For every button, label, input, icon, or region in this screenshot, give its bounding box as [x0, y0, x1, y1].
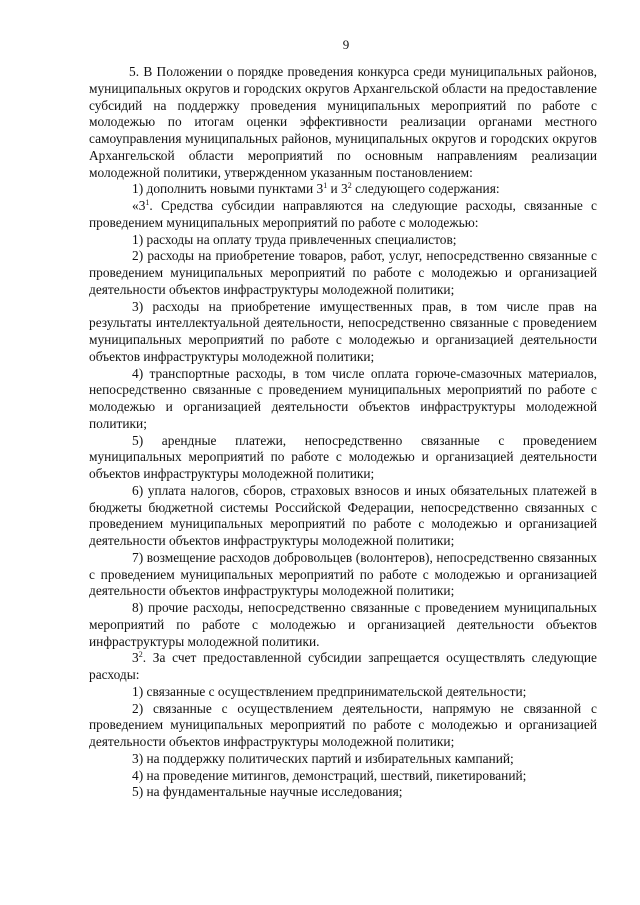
document-body — [89, 64, 597, 801]
intro-paragraph: 5. В Положении о порядке проведения конкурса среди муниципальных районов, муниципальных округов и городских округов Архангельской области на предоставление субсидий на поддержку проведения муниципальных мероприятий по работе с молодежью по итогам оценки эффективности реализации органами местного самоуправления муниципальных районов, муниципальных округов и городских округов Архангельской области мероприятий по основным направлениям реализации молодежной политики, утвержденном указанным постановлением: — [89, 64, 597, 180]
list-item: 1) расходы на оплату труда привлеченных специалистов; — [132, 231, 457, 247]
point-3-2-number: 3 — [132, 650, 139, 666]
list-item: 4) транспортные расходы, в том числе оплата горюче-смазочных материалов, непосредственно связанные с проведением муниципальных мероприятий по работе с молодежью и организацией деятельности объектов инфраструктуры молодежной политики; — [89, 365, 597, 431]
list-item: 2) расходы на приобретение товаров, работ, услуг, непосредственно связанные с проведением муниципальных мероприятий по работе с молодежью и организацией деятельности объектов инфраструктуры молодежной политики; — [89, 248, 597, 297]
list-item: 3) расходы на приобретение имущественных прав, в том числе прав на результаты интеллектуальной деятельности, непосредственно связанные с проведением муниципальных мероприятий по работе с молодежью и организацией деятельности объектов инфраструктуры молодежной политики; — [89, 298, 597, 364]
list-item: 2) связанные с осуществлением деятельности, напрямую не связанной с проведением муниципальных мероприятий по работе с молодежью и организацией деятельности объектов инфраструктуры молодежной политики; — [89, 700, 597, 749]
list-item: 5) на фундаментальные научные исследования; — [132, 784, 403, 800]
superscript-1: 1 — [323, 181, 328, 191]
point-3-1-text: . Средства субсидии направляются на следующие расходы, связанные с проведением муниципальных мероприятий по работе с молодежью: — [89, 198, 597, 230]
point-3-1-paragraph — [89, 198, 597, 232]
point-3-2-text: . За счет предоставленной субсидии запрещается осуществлять следующие расходы: — [89, 650, 597, 682]
supplement-text-middle: и 3 — [327, 181, 348, 197]
page-number: 9 — [342, 37, 350, 52]
list-item: 8) прочие расходы, непосредственно связанные с проведением муниципальных мероприятий по работе с молодежью и организацией деятельности объектов инфраструктуры молодежной политики. — [89, 600, 597, 649]
list-item: 3) на поддержку политических партий и избирательных кампаний; — [132, 750, 514, 766]
list-item: 4) на проведение митингов, демонстраций, шествий, пикетирований; — [132, 767, 527, 783]
list-item: 7) возмещение расходов добровольцев (волонтеров), непосредственно связанных с проведением муниципальных мероприятий по работе с молодежью и организацией деятельности объектов инфраструктуры молодежной политики; — [89, 549, 597, 599]
list-item: 5) арендные платежи, непосредственно связанные с проведением муниципальных мероприятий по работе с молодежью и организацией деятельности объектов инфраструктуры молодежной политики; — [89, 432, 597, 481]
supplement-paragraph — [89, 181, 597, 198]
point-3-2-superscript: 2 — [138, 650, 143, 660]
point-3-1-number: «3 — [132, 198, 146, 213]
point-3-1-superscript: 1 — [145, 198, 150, 207]
superscript-2: 2 — [347, 181, 352, 191]
list-item: 1) связанные с осуществлением предпринимательской деятельности; — [132, 683, 527, 699]
list-item: 6) уплата налогов, сборов, страховых взносов и иных обязательных платежей в бюджеты бюджетной системы Российской Федерации, непосредственно связанных с проведением муниципальных мероприятий по работе с молодежью и организацией деятельности объектов инфраструктуры молодежной политики; — [89, 482, 597, 548]
supplement-text-start: 1) дополнить новыми пунктами 3 — [132, 181, 324, 197]
supplement-text-end: следующего содержания: — [351, 181, 500, 197]
point-3-2-paragraph — [89, 650, 597, 684]
